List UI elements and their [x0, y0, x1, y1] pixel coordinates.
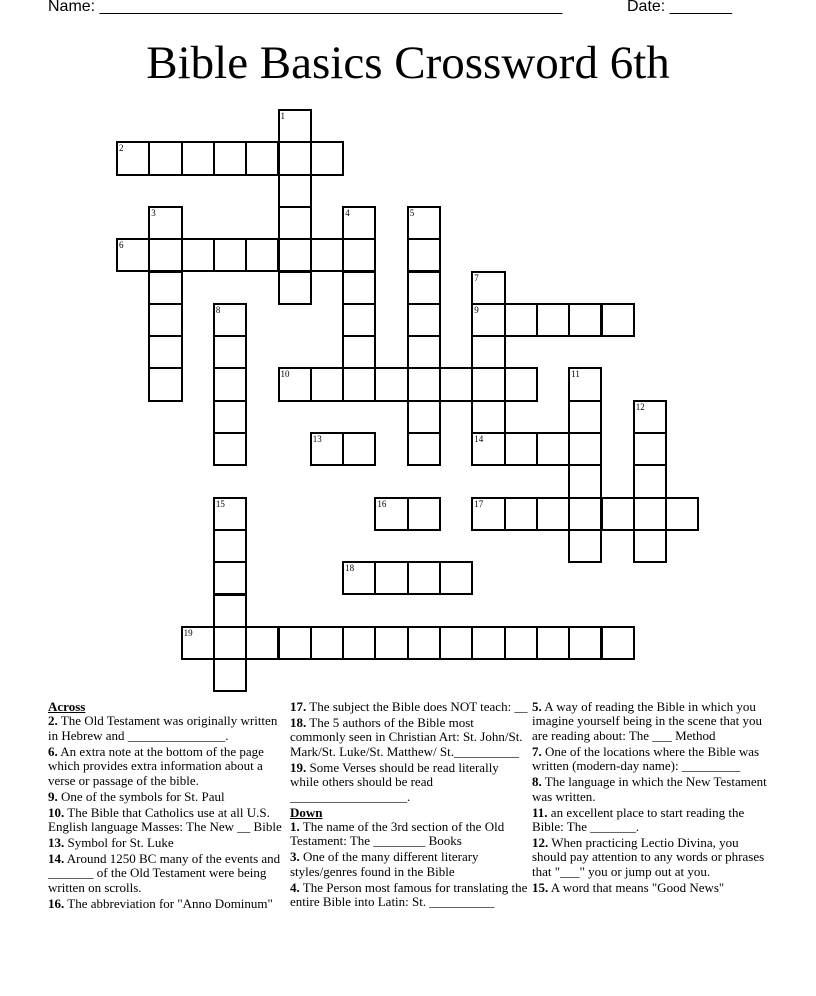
grid-cell[interactable]	[310, 432, 344, 466]
grid-cell[interactable]	[504, 303, 538, 337]
grid-cell[interactable]	[342, 335, 376, 369]
grid-cell[interactable]	[342, 561, 376, 595]
down-clue	[532, 700, 772, 743]
grid-cell[interactable]	[342, 432, 376, 466]
grid-cell[interactable]	[213, 141, 247, 175]
grid-cell[interactable]	[504, 432, 538, 466]
clue-number: 15	[215, 498, 225, 509]
grid-cell[interactable]	[407, 400, 441, 434]
grid-cell[interactable]	[310, 367, 344, 401]
date-field: Date: _______	[627, 0, 732, 15]
down-clue	[532, 881, 772, 895]
clue-text: The abbreviation for "Anno Dominum"	[64, 895, 273, 911]
clue-number: 9	[474, 304, 479, 315]
across-clue	[48, 806, 288, 835]
grid-cell[interactable]	[310, 626, 344, 660]
grid-cell[interactable]	[471, 335, 505, 369]
clue-label: 17.	[290, 699, 307, 714]
grid-cell[interactable]	[504, 367, 538, 401]
grid-cell[interactable]	[342, 303, 376, 337]
grid-cell[interactable]	[471, 271, 505, 305]
clue-text: One of the locations where the Bible was written (modern-day name): _________	[532, 743, 760, 774]
grid-cell[interactable]	[213, 497, 247, 531]
clue-number: 12	[635, 401, 645, 412]
clue-number: 2	[119, 143, 124, 154]
grid-cell[interactable]	[181, 626, 215, 660]
grid-cell[interactable]	[536, 497, 570, 531]
grid-cell[interactable]	[374, 367, 408, 401]
clue-label: 10.	[48, 804, 65, 820]
grid-cell[interactable]	[213, 594, 247, 628]
clue-number: 7	[474, 272, 479, 283]
grid-cell[interactable]	[245, 238, 279, 272]
across-clue	[48, 897, 288, 911]
grid-cell[interactable]	[116, 238, 150, 272]
grid-cell[interactable]	[342, 271, 376, 305]
grid-cell[interactable]	[536, 432, 570, 466]
clue-label: 18.	[290, 715, 307, 730]
grid-cell[interactable]	[471, 432, 505, 466]
grid-cell[interactable]	[407, 271, 441, 305]
grid-cell[interactable]	[665, 497, 699, 531]
grid-cell[interactable]	[213, 432, 247, 466]
grid-cell[interactable]	[342, 238, 376, 272]
clue-label: 11.	[532, 804, 548, 820]
clue-label: 3.	[290, 849, 300, 865]
grid-cell[interactable]	[601, 626, 635, 660]
grid-cell[interactable]	[374, 626, 408, 660]
grid-cell[interactable]	[536, 303, 570, 337]
grid-cell[interactable]	[213, 400, 247, 434]
clue-label: 2.	[48, 713, 58, 729]
clue-number: 10	[280, 369, 290, 380]
grid-cell[interactable]	[278, 206, 312, 240]
across-clue	[290, 716, 528, 759]
grid-cell[interactable]	[407, 206, 441, 240]
grid-cell[interactable]	[245, 141, 279, 175]
grid-cell[interactable]	[310, 141, 344, 175]
clue-number: 14	[474, 434, 484, 444]
across-clue	[48, 836, 288, 850]
grid-cell[interactable]	[342, 206, 376, 240]
clue-number: 17	[474, 498, 484, 509]
grid-cell[interactable]	[568, 432, 602, 466]
grid-cell[interactable]	[374, 497, 408, 531]
down-heading: Down	[290, 804, 323, 820]
grid-cell[interactable]	[278, 109, 312, 143]
clue-text: The 5 authors of the Bible most commonly seen in Christian Art: St. John/St. Mark/St. Luke/St. Matthew/ St.__________	[290, 715, 523, 759]
grid-cell[interactable]	[213, 238, 247, 272]
page-title: Bible Basics Crossword 6th	[146, 37, 670, 89]
clue-number: 16	[377, 498, 387, 509]
grid-cell[interactable]	[213, 658, 247, 692]
grid-cell[interactable]	[471, 400, 505, 434]
down-clue	[532, 745, 772, 774]
clue-text: The name of the 3rd section of the Old Testament: The ________ Books	[290, 819, 505, 849]
grid-cell[interactable]	[148, 141, 182, 175]
grid-cell[interactable]	[407, 335, 441, 369]
clue-text: A way of reading the Bible in which you imagine yourself being in the scene that you are reading about: The ___ Method	[532, 699, 762, 743]
grid-cell[interactable]	[439, 626, 473, 660]
grid-cell[interactable]	[471, 303, 505, 337]
clue-text: One of the symbols for St. Paul	[57, 788, 225, 804]
grid-cell[interactable]	[407, 626, 441, 660]
clue-number: 1	[280, 111, 285, 121]
grid-cell[interactable]	[407, 432, 441, 466]
grid-cell[interactable]	[407, 238, 441, 272]
grid-cell[interactable]	[504, 626, 538, 660]
clue-label: 12.	[532, 835, 549, 851]
clue-label: 9.	[48, 788, 58, 804]
grid-cell[interactable]	[471, 626, 505, 660]
clue-number: 8	[215, 304, 221, 315]
clue-text: an excellent place to start reading the Bible: The _______.	[532, 804, 745, 835]
clue-label: 1.	[290, 819, 300, 835]
down-clue	[290, 820, 528, 849]
down-clue	[532, 775, 772, 804]
grid-cell[interactable]	[213, 561, 247, 595]
clue-number: 5	[409, 207, 415, 218]
grid-cell[interactable]	[278, 626, 312, 660]
grid-cell[interactable]	[439, 367, 473, 401]
grid-cell[interactable]	[181, 238, 215, 272]
grid-cell[interactable]	[148, 238, 182, 272]
grid-cell[interactable]	[342, 367, 376, 401]
name-field: Name: ____________________________________________________	[48, 0, 563, 15]
grid-cell[interactable]	[633, 432, 667, 466]
grid-cell[interactable]	[213, 529, 247, 563]
grid-cell[interactable]	[504, 497, 538, 531]
grid-cell[interactable]	[148, 367, 182, 401]
grid-cell[interactable]	[374, 561, 408, 595]
grid-cell[interactable]	[148, 303, 182, 337]
clue-text: An extra note at the bottom of the page which provides extra information about a verse or passage of the bible.	[48, 743, 264, 788]
grid-cell[interactable]	[213, 367, 247, 401]
clue-text: A word that means "Good News"	[548, 879, 725, 895]
clue-label: 4.	[290, 879, 300, 895]
across-clue	[290, 700, 528, 714]
across-clue	[48, 790, 288, 804]
grid-cell[interactable]	[471, 367, 505, 401]
grid-cell[interactable]	[601, 303, 635, 337]
grid-cell[interactable]	[407, 561, 441, 595]
grid-cell[interactable]	[633, 400, 667, 434]
clue-label: 6.	[48, 743, 58, 759]
grid-cell[interactable]	[568, 400, 602, 434]
grid-cell[interactable]	[278, 271, 312, 305]
grid-cell[interactable]	[633, 464, 667, 498]
grid-cell[interactable]	[278, 141, 312, 175]
grid-cell[interactable]	[536, 626, 570, 660]
across-clue	[48, 745, 288, 788]
grid-cell[interactable]	[407, 303, 441, 337]
clue-text: The language in which the New Testament was written.	[532, 774, 767, 804]
down-clue	[290, 881, 528, 910]
grid-cell[interactable]	[633, 497, 667, 531]
across-clue	[48, 852, 288, 895]
grid-cell[interactable]	[310, 238, 344, 272]
grid-cell[interactable]	[213, 303, 247, 337]
clue-number: 4	[345, 207, 350, 218]
clue-text: The Bible that Catholics use at all U.S. English language Masses: The New __ Bible	[48, 804, 282, 835]
grid-cell[interactable]	[116, 141, 150, 175]
grid-cell[interactable]	[148, 271, 182, 305]
clue-label: 15.	[532, 879, 549, 895]
grid-cell[interactable]	[213, 335, 247, 369]
clues-column-3	[532, 700, 772, 897]
clue-label: 14.	[48, 851, 65, 867]
grid-cell[interactable]	[181, 141, 215, 175]
grid-cell[interactable]	[568, 367, 602, 401]
clue-text: Symbol for St. Luke	[64, 835, 174, 851]
across-clue	[48, 714, 288, 743]
down-clue	[290, 850, 528, 879]
grid-cell[interactable]	[568, 497, 602, 531]
clue-text: One of the many different literary styles/genres found in the Bible	[290, 849, 479, 879]
grid-cell[interactable]	[568, 464, 602, 498]
grid-cell[interactable]	[439, 561, 473, 595]
grid-cell[interactable]	[245, 626, 279, 660]
clue-text: Some Verses should be read literally while others should be read __________________.	[290, 759, 499, 804]
clue-number: 13	[312, 434, 322, 444]
grid-cell[interactable]	[278, 174, 312, 208]
across-clue	[290, 761, 528, 804]
clue-number: 19	[183, 627, 193, 638]
clue-text: The Old Testament was originally written in Hebrew and _______________.	[48, 713, 278, 743]
grid-cell[interactable]	[568, 529, 602, 563]
down-clue	[532, 806, 772, 835]
grid-cell[interactable]	[633, 529, 667, 563]
clue-label: 19.	[290, 759, 307, 775]
across-heading: Across	[48, 699, 86, 714]
clue-number: 6	[119, 240, 124, 251]
clue-number: 18	[345, 563, 355, 574]
clue-label: 8.	[532, 774, 542, 790]
clues-column-2	[290, 700, 528, 911]
grid-cell[interactable]	[148, 206, 182, 240]
clue-text: The Person most famous for translating the entire Bible into Latin: St. __________	[290, 879, 528, 910]
clue-label: 5.	[532, 699, 542, 714]
clue-number: 3	[151, 207, 156, 218]
grid-cell[interactable]	[471, 497, 505, 531]
grid-cell[interactable]	[407, 367, 441, 401]
grid-cell[interactable]	[342, 626, 376, 660]
grid-cell[interactable]	[568, 626, 602, 660]
grid-cell[interactable]	[601, 497, 635, 531]
clue-text: The subject the Bible does NOT teach: __	[306, 699, 528, 714]
clue-text: When practicing Lectio Divina, you should pay attention to any words or phrases that "___" you or jump out at you.	[532, 835, 765, 879]
grid-cell[interactable]	[213, 626, 247, 660]
grid-cell[interactable]	[407, 497, 441, 531]
grid-cell[interactable]	[568, 303, 602, 337]
clue-label: 16.	[48, 895, 65, 911]
clues-column-1	[48, 700, 288, 913]
grid-cell[interactable]	[148, 335, 182, 369]
clue-text: Around 1250 BC many of the events and _______ of the Old Testament were being written on scrolls.	[48, 851, 281, 895]
clue-label: 7.	[532, 743, 542, 759]
down-clue	[532, 836, 772, 879]
clue-number: 11	[571, 369, 580, 380]
grid-cell[interactable]	[278, 367, 312, 401]
clue-label: 13.	[48, 835, 65, 851]
grid-cell[interactable]	[278, 238, 312, 272]
